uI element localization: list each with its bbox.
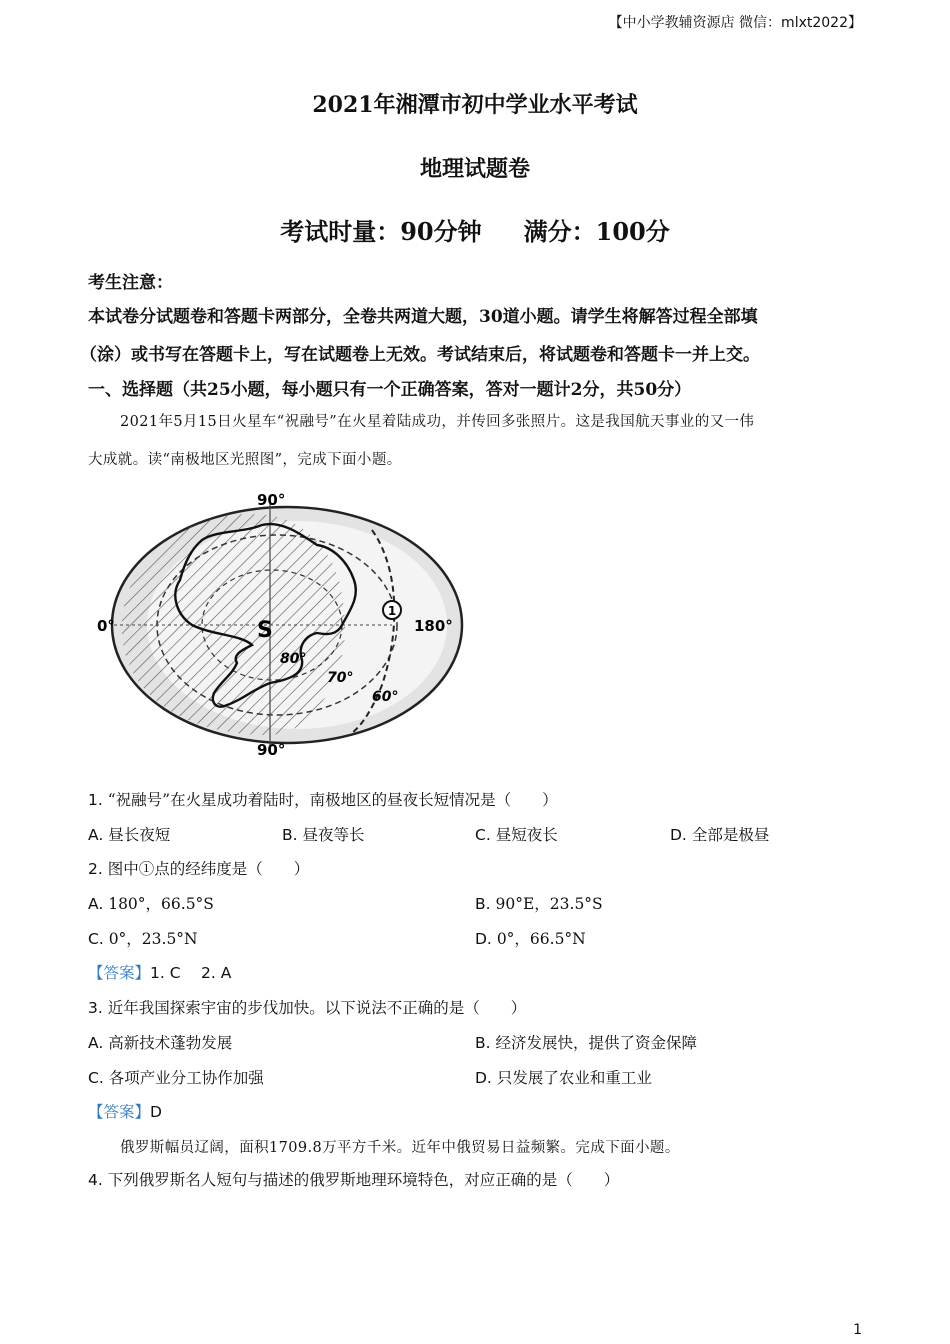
- option-value: 高新技术蓬勃发展: [108, 1034, 233, 1052]
- question-3-number: 3.: [88, 999, 103, 1017]
- exam-info: [0, 212, 950, 247]
- option-value: 90°E，23.5°S: [495, 895, 603, 913]
- label-left-0: 0°: [97, 617, 115, 635]
- question-2-number: 2.: [88, 860, 103, 878]
- option-value: 0°，66.5°N: [496, 930, 586, 948]
- question-1: [88, 788, 558, 810]
- q2-option-b: [475, 892, 603, 914]
- page-number: 1: [853, 1322, 862, 1338]
- question-4-text: 下列俄罗斯名人短句与描述的俄罗斯地理环境特色，对应正确的是（ ）: [107, 1171, 620, 1189]
- label-right-180: 180°: [414, 617, 453, 635]
- q3-option-b: [475, 1031, 697, 1053]
- answer-text: 1. C 2. A: [150, 964, 232, 982]
- q2-option-c: [88, 927, 198, 949]
- answer-tag: 【答案】: [88, 1103, 151, 1121]
- option-key: C.: [475, 826, 491, 844]
- exam-time: 考试时量：90分钟: [280, 217, 482, 246]
- label-60: 60°: [372, 689, 399, 705]
- label-80: 80°: [280, 651, 307, 667]
- option-key: D.: [475, 930, 492, 948]
- page-header: 【中小学教辅资源店 微信：mlxt2022】: [608, 15, 862, 31]
- q3-option-d: [475, 1066, 652, 1088]
- notice-line-2: （涂）或书写在答题卡上，写在试题卷上无效。考试结束后，将试题卷和答题卡一并上交。: [80, 345, 760, 365]
- question-3-text: 近年我国探索宇宙的步伐加快。以下说法不正确的是（ ）: [107, 999, 527, 1017]
- option-key: A.: [88, 826, 104, 844]
- q1-option-a: [88, 823, 170, 845]
- option-key: D.: [475, 1069, 492, 1087]
- q2-option-d: [475, 927, 586, 949]
- q2-option-a: [88, 892, 214, 914]
- label-70: 70°: [327, 670, 354, 686]
- question-4: [88, 1168, 619, 1190]
- question-1-number: 1.: [88, 791, 103, 809]
- answer-text: D: [150, 1103, 162, 1121]
- passage-1-line-1: 2021年5月15日火星车“祝融号”在火星着陆成功，并传回多张照片。这是我国航天事业的又一伟: [120, 414, 755, 430]
- option-value: 只发展了农业和重工业: [496, 1069, 652, 1087]
- option-value: 昼短夜长: [495, 826, 558, 844]
- q1-option-b: [282, 823, 365, 845]
- option-value: 0°，23.5°N: [108, 930, 198, 948]
- question-3: [88, 996, 526, 1018]
- answer-1-2: [88, 961, 231, 983]
- label-bottom-90: 90°: [257, 741, 286, 759]
- question-4-number: 4.: [88, 1171, 103, 1189]
- exam-subtitle: 地理试题卷: [419, 156, 530, 182]
- q3-option-c: [88, 1066, 264, 1088]
- q1-option-c: [475, 823, 558, 845]
- question-2-text: 图中①点的经纬度是（ ）: [107, 860, 310, 878]
- full-score: 满分：100分: [523, 217, 670, 246]
- option-key: A.: [88, 1034, 104, 1052]
- label-south-pole: S: [257, 618, 273, 643]
- label-top-90: 90°: [257, 491, 286, 509]
- option-value: 全部是极昼: [691, 826, 770, 844]
- antarctic-illumination-map: [92, 485, 472, 760]
- option-key: B.: [475, 1034, 491, 1052]
- option-value: 经济发展快，提供了资金保障: [495, 1034, 698, 1052]
- option-key: C.: [88, 1069, 104, 1087]
- passage-2: 俄罗斯幅员辽阔，面积1709.8万平方千米。近年中俄贸易日益频繁。完成下面小题。: [120, 1140, 680, 1156]
- option-key: D.: [670, 826, 687, 844]
- point-1-label: 1: [387, 604, 397, 618]
- passage-1-line-2: 大成就。读“南极地区光照图”，完成下面小题。: [88, 452, 402, 468]
- question-2: [88, 857, 309, 879]
- notice-line-1: 本试卷分试题卷和答题卡两部分，全卷共两道大题，30道小题。请学生将解答过程全部填: [88, 307, 758, 327]
- q3-option-a: [88, 1031, 232, 1053]
- notice-heading: 考生注意：: [88, 273, 173, 293]
- option-key: A.: [88, 895, 104, 913]
- option-value: 180°，66.5°S: [108, 895, 214, 913]
- section-heading: 一、选择题（共25小题，每小题只有一个正确答案，答对一题计2分，共50分）: [88, 380, 692, 400]
- answer-3: [88, 1100, 162, 1122]
- option-value: 昼长夜短: [108, 826, 171, 844]
- option-value: 各项产业分工协作加强: [108, 1069, 264, 1087]
- q1-option-d: [670, 823, 769, 845]
- option-value: 昼夜等长: [302, 826, 365, 844]
- option-key: C.: [88, 930, 104, 948]
- answer-tag: 【答案】: [88, 964, 151, 982]
- question-1-text: “祝融号”在火星成功着陆时，南极地区的昼夜长短情况是（ ）: [107, 791, 558, 809]
- option-key: B.: [282, 826, 298, 844]
- exam-title: 2021年湘潭市初中学业水平考试: [312, 92, 638, 118]
- option-key: B.: [475, 895, 491, 913]
